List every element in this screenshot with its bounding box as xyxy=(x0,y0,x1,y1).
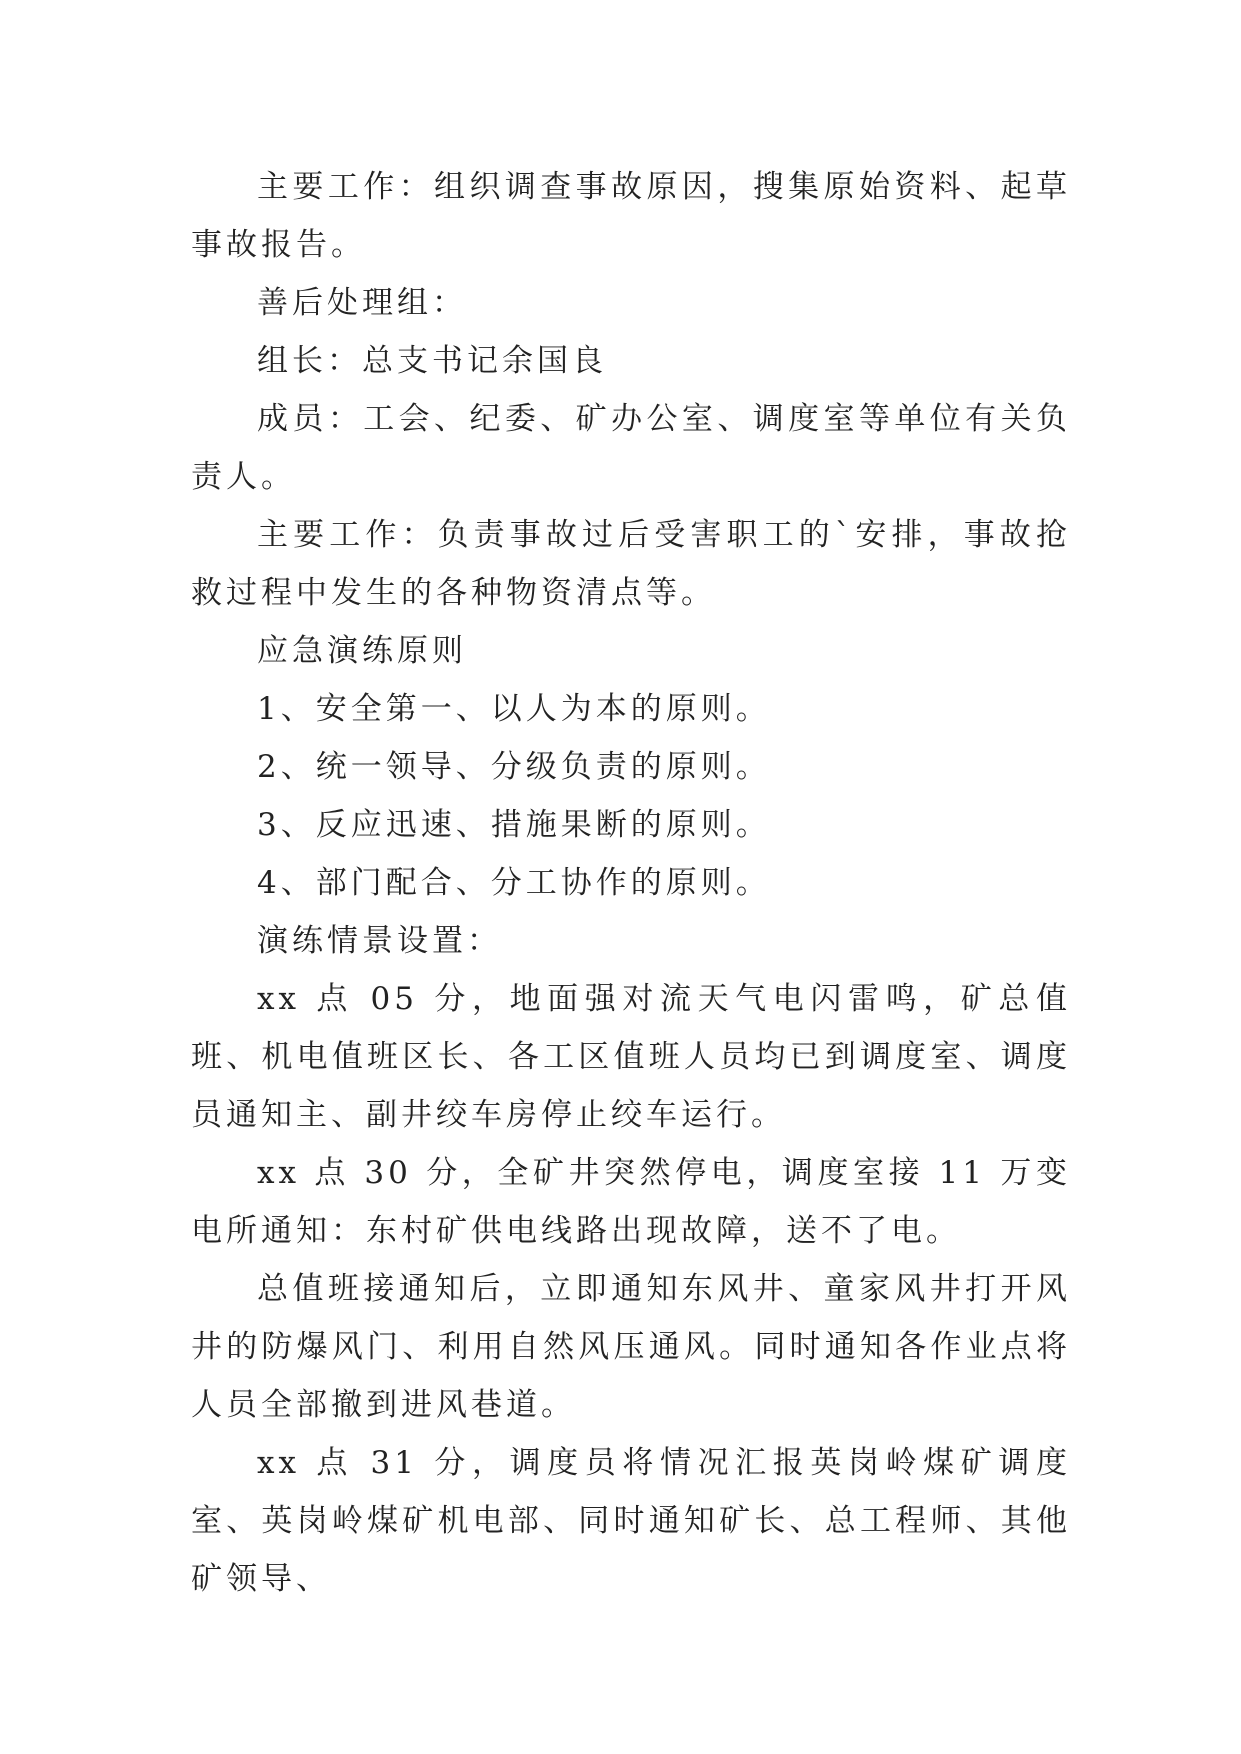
paragraph-scenario-0531: xx 点 31 分，调度员将情况汇报英岗岭煤矿调度室、英岗岭煤矿机电部、同时通知矿长、总工程师、其他矿领导、 xyxy=(191,1445,1071,1597)
paragraph-group-leader: 组长：总支书记余国良 xyxy=(257,343,607,379)
document-body xyxy=(191,158,1071,1608)
paragraph-principle-3: 3、反应迅速、措施果断的原则。 xyxy=(257,807,771,843)
paragraph-scenario-0505: xx 点 05 分，地面强对流天气电闪雷鸣，矿总值班、机电值班区长、各工区值班人员均已到调度室、调度员通知主、副井绞车房停止绞车运行。 xyxy=(191,981,1071,1133)
paragraph-drill-principles-heading: 应急演练原则 xyxy=(257,633,467,669)
paragraph-group-members: 成员：工会、纪委、矿办公室、调度室等单位有关负责人。 xyxy=(191,401,1071,495)
paragraph-principle-4: 4、部门配合、分工协作的原则。 xyxy=(257,865,771,901)
paragraph-principle-2: 2、统一领导、分级负责的原则。 xyxy=(257,749,771,785)
paragraph-aftermath-group-heading: 善后处理组： xyxy=(257,285,467,321)
paragraph-duty-response: 总值班接通知后，立即通知东风井、童家风井打开风井的防爆风门、利用自然风压通风。同时通知各作业点将人员全部撤到进风巷道。 xyxy=(191,1271,1071,1423)
paragraph-main-work-investigation: 主要工作：组织调查事故原因，搜集原始资料、起草事故报告。 xyxy=(191,169,1071,263)
paragraph-main-work-aftermath: 主要工作：负责事故过后受害职工的`安排，事故抢救过程中发生的各种物资清点等。 xyxy=(191,517,1071,611)
paragraph-scenario-heading: 演练情景设置： xyxy=(257,923,502,959)
paragraph-scenario-0530: xx 点 30 分，全矿井突然停电，调度室接 11 万变电所通知：东村矿供电线路出现故障，送不了电。 xyxy=(191,1155,1071,1249)
paragraph-principle-1: 1、安全第一、以人为本的原则。 xyxy=(257,691,771,727)
